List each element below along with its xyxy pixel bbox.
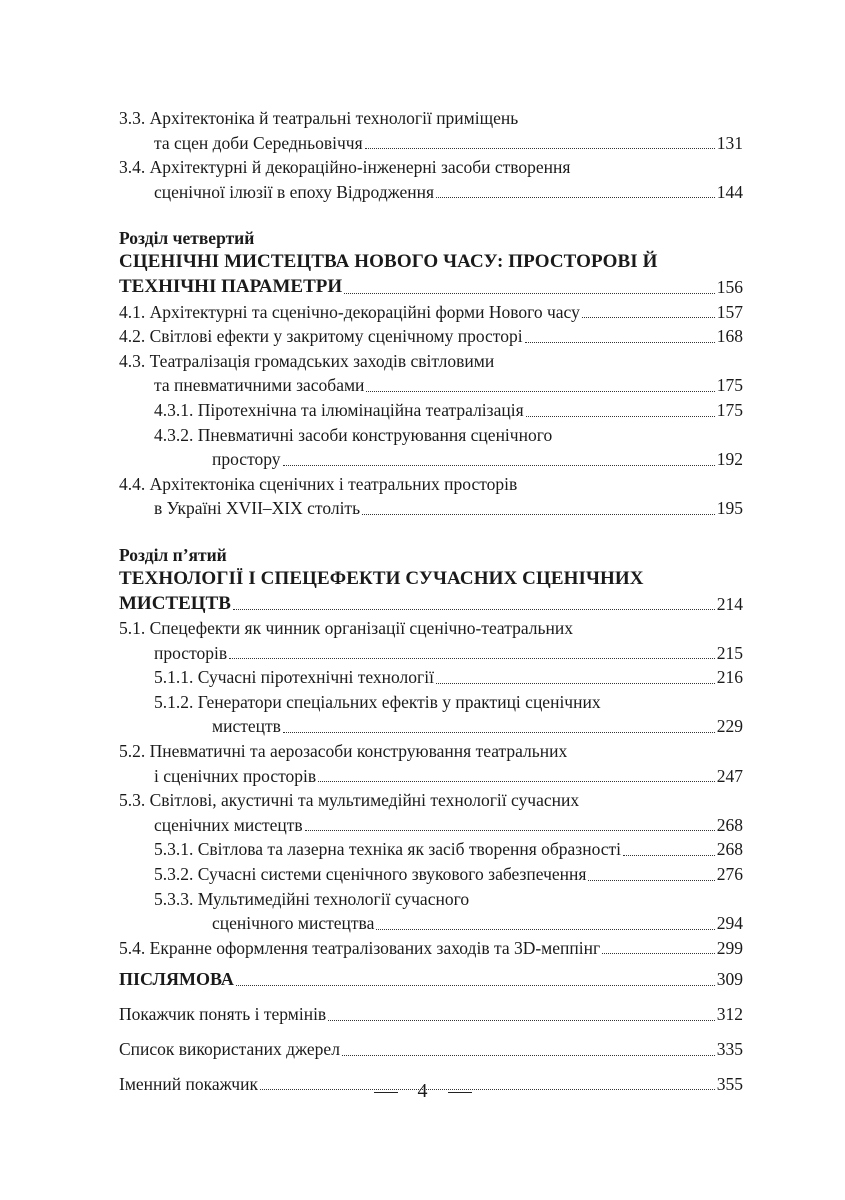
section-4-title xyxy=(119,275,743,300)
section-5-title xyxy=(119,592,743,617)
toc-entry-5-3-line2: сценічних мистецтв xyxy=(154,814,303,835)
page-ref: 355 xyxy=(716,1073,743,1094)
page-ref: 156 xyxy=(716,276,743,297)
toc-entry-5-3-3-line2: сценічного мистецтва xyxy=(212,913,375,934)
toc-entry-3-4 xyxy=(119,180,743,205)
footer-dash-right xyxy=(448,1092,472,1093)
page-ref: 215 xyxy=(716,642,743,663)
section-4-title-line1: СЦЕНІЧНІ МИСТЕЦТВА НОВОГО ЧАСУ: ПРОСТОРОВІ Й xyxy=(119,251,658,273)
toc-entry-5-1-2-line2: мистецтв xyxy=(212,716,281,737)
toc-entry-5-3-line1: 5.3. Світлові, акустичні та мультимедійні технології сучасних xyxy=(119,790,580,811)
toc-entry-5-1-2-line1: 5.1.2. Генератори спеціальних ефектів у практиці сценічних xyxy=(154,691,601,712)
dot-leader xyxy=(236,985,715,986)
page-ref: 268 xyxy=(716,814,743,835)
toc-entry-5-1-line2: просторів xyxy=(154,642,228,663)
toc-entry-4-3-2-line1: 4.3.2. Пневматичні засоби конструювання сценічного xyxy=(154,424,553,445)
page-ref: 192 xyxy=(716,449,743,470)
dot-leader xyxy=(366,391,714,392)
toc-entry-5-4 xyxy=(119,936,743,961)
toc-entry-4-2 xyxy=(119,324,743,349)
toc-entry-4-4-line2: в Україні XVII–XIX століть xyxy=(154,498,361,519)
toc-entry-5-3-1 xyxy=(119,837,743,862)
toc-entry-5-3 xyxy=(119,813,743,838)
dot-leader xyxy=(623,855,715,856)
toc-entry-4-2-text: 4.2. Світлові ефекти у закритому сценічному просторі xyxy=(119,326,523,347)
toc-entry-4-4-line1: 4.4. Архітектоніка сценічних і театральних просторів xyxy=(119,473,518,494)
toc-entry-5-2-line1: 5.2. Пневматичні та аерозасоби конструювання театральних xyxy=(119,741,568,762)
toc-entry-4-1-text: 4.1. Архітектурні та сценічно-декораційні форми Нового часу xyxy=(119,301,580,322)
section-4-title-line2: ТЕХНІЧНІ ПАРАМЕТРИ xyxy=(119,275,343,297)
dot-leader xyxy=(362,514,715,515)
toc-entry-5-3-2 xyxy=(119,862,743,887)
dot-leader xyxy=(342,1055,715,1056)
dot-leader xyxy=(526,416,715,417)
toc-entry-4-3-line2: та пневматичними засобами xyxy=(154,375,365,396)
toc-entry-5-4-text: 5.4. Екранне оформлення театралізованих заходів та 3D-меппінг xyxy=(119,937,601,958)
toc-entry-4-1 xyxy=(119,300,743,325)
page-ref: 195 xyxy=(716,498,743,519)
page-footer xyxy=(0,1080,845,1103)
page-ref: 214 xyxy=(716,593,743,614)
toc-entry-4-3-line1: 4.3. Театралізація громадських заходів світловими xyxy=(119,350,495,371)
page-ref: 312 xyxy=(716,1004,743,1025)
toc-entry-5-3-3-line1: 5.3.3. Мультимедійні технології сучасного xyxy=(154,888,470,909)
toc-entry-5-3-2-text: 5.3.2. Сучасні системи сценічного звукового забезпечення xyxy=(154,864,587,885)
footer-dash-left xyxy=(374,1092,398,1093)
toc-entry-4-3-1-text: 4.3.1. Піротехнічна та ілюмінаційна театралізація xyxy=(154,399,524,420)
toc-entry-5-2-line2: і сценічних просторів xyxy=(154,765,317,786)
page-ref: 276 xyxy=(716,864,743,885)
page-ref: 247 xyxy=(716,765,743,786)
toc-entry-5-1-1-text: 5.1.1. Сучасні піротехнічні технології xyxy=(154,667,434,688)
section-4-label: Розділ четвертий xyxy=(119,228,255,249)
section-5-title-line2: МИСТЕЦТВ xyxy=(119,592,231,614)
dot-leader xyxy=(588,880,714,881)
dot-leader xyxy=(602,953,715,954)
page-ref: 299 xyxy=(716,937,743,958)
toc-entry-5-3-3 xyxy=(119,911,743,936)
page-ref: 168 xyxy=(716,326,743,347)
toc-entry-3-3 xyxy=(119,131,743,156)
toc-entry-5-2 xyxy=(119,764,743,789)
page-ref: 175 xyxy=(716,375,743,396)
dot-leader xyxy=(283,465,715,466)
page-ref: 309 xyxy=(716,969,743,990)
toc-entry-4-3-2 xyxy=(119,447,743,472)
toc-entry-5-1-2 xyxy=(119,714,743,739)
toc-entry-4-4 xyxy=(119,496,743,521)
dot-leader xyxy=(328,1020,715,1021)
toc-entry-index-terms-text: Покажчик понять і термінів xyxy=(119,1004,327,1025)
toc-entry-5-1 xyxy=(119,641,743,666)
toc-entry-references-text: Список використаних джерел xyxy=(119,1039,340,1059)
dot-leader xyxy=(582,317,715,318)
toc-entry-5-1-line1: 5.1. Спецефекти як чинник організації сценічно-театральних xyxy=(119,618,573,639)
dot-leader xyxy=(318,781,715,782)
dot-leader xyxy=(436,197,715,198)
page-ref: 131 xyxy=(716,132,743,153)
page-ref: 157 xyxy=(716,301,743,322)
toc-entry-5-1-1 xyxy=(119,665,743,690)
dot-leader xyxy=(436,683,715,684)
toc-entry-3-4-line2: сценічної ілюзії в епоху Відродження xyxy=(154,181,434,202)
page-ref: 144 xyxy=(716,181,743,202)
toc-entry-4-3 xyxy=(119,373,743,398)
toc-entry-3-3-line2: та сцен доби Середньовіччя xyxy=(154,132,363,153)
page-ref: 294 xyxy=(716,913,743,934)
toc-entry-3-3-line1: 3.3. Архітектоніка й театральні технології приміщень xyxy=(119,108,519,128)
dot-leader xyxy=(525,342,715,343)
toc-entry-index-terms xyxy=(119,1002,743,1027)
section-5-title-line1: ТЕХНОЛОГІЇ І СПЕЦЕФЕКТИ СУЧАСНИХ СЦЕНІЧНИХ xyxy=(119,567,644,589)
page-ref: 175 xyxy=(716,399,743,420)
dot-leader xyxy=(283,732,715,733)
toc-entry-4-3-1 xyxy=(119,398,743,423)
dot-leader xyxy=(365,148,715,149)
dot-leader xyxy=(229,658,715,659)
page-ref: 335 xyxy=(716,1039,743,1059)
toc-entry-3-4-line1: 3.4. Архітектурні й декораційно-інженерні засоби створення xyxy=(119,157,571,178)
page-ref: 268 xyxy=(716,839,743,860)
page-number: 4 xyxy=(417,1080,428,1102)
page-ref: 229 xyxy=(716,716,743,737)
dot-leader xyxy=(376,929,714,930)
toc-entry-name-index-text: Іменний покажчик xyxy=(119,1073,258,1094)
toc-entry-afterword xyxy=(119,966,743,992)
dot-leader xyxy=(305,830,715,831)
toc-entry-references xyxy=(119,1037,743,1062)
section-5-label: Розділ п’ятий xyxy=(119,544,227,565)
dot-leader xyxy=(344,293,715,294)
dot-leader xyxy=(233,609,715,610)
toc-entry-5-3-1-text: 5.3.1. Світлова та лазерна техніка як засіб творення образності xyxy=(154,839,622,860)
page-ref: 216 xyxy=(716,667,743,688)
table-of-contents xyxy=(119,106,743,1096)
toc-entry-4-3-2-line2: простору xyxy=(212,449,281,470)
toc-entry-afterword-text: ПІСЛЯМОВА xyxy=(119,969,234,990)
